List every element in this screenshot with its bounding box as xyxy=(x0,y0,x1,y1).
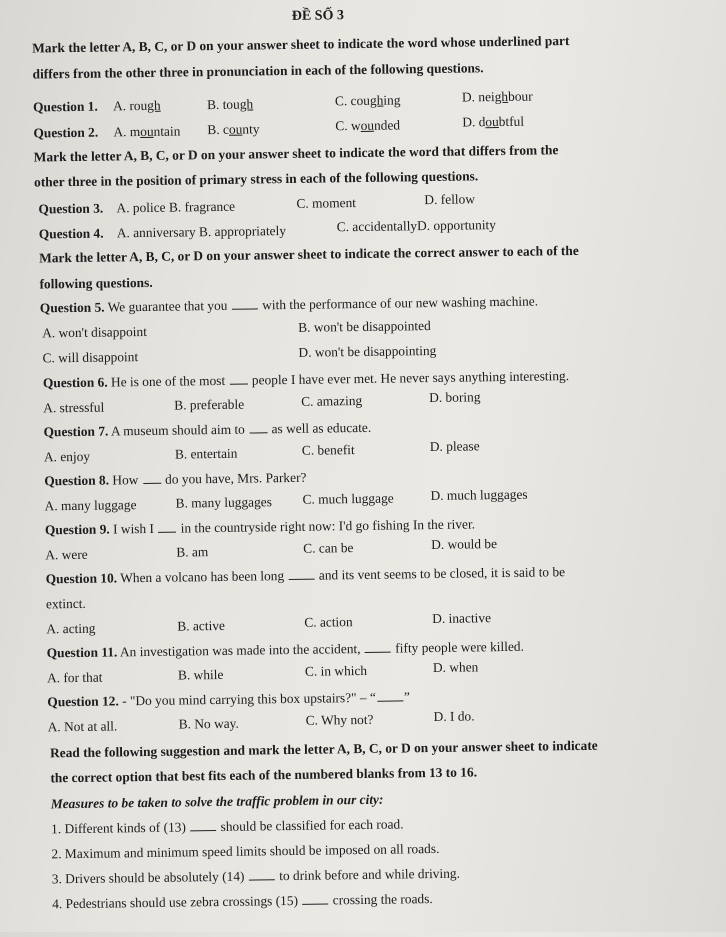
q12-option-d: D. I do. xyxy=(433,708,475,724)
q10-stem: Question 10. When a volcano has been long and its vent seems to be closed, it is said to be xyxy=(45,564,566,587)
q8-stem: Question 8. How do you have, Mrs. Parker? xyxy=(44,469,307,489)
q2-label: Question 2. xyxy=(33,124,99,141)
q3-option-c: C. moment xyxy=(296,195,357,211)
q7-stem: Question 7. A museum should aim to as well as educate. xyxy=(43,419,372,440)
q8-option-b: B. many luggages xyxy=(175,494,273,511)
q12-stem: Question 12. - "Do you mind carrying this box upstairs?" – “ ” xyxy=(47,689,410,710)
q2-option-a: A. mountain xyxy=(113,123,181,140)
q11-blank xyxy=(365,641,391,653)
q10-option-b: B. active xyxy=(177,617,225,634)
reading-heading: Measures to be taken to solve the traffic problem in our city: xyxy=(50,791,384,812)
q1-option-a: A. rough xyxy=(112,97,161,114)
reading-item-1: 1. Different kinds of (13) should be classified for each road. xyxy=(51,816,404,837)
q6-option-b: B. preferable xyxy=(174,396,245,413)
q8-blank xyxy=(143,472,161,484)
q5-option-c: C. will disappoint xyxy=(42,349,139,366)
reading-item-3: 3. Drivers should be absolutely (14) to drink before and while driving. xyxy=(51,865,460,887)
q9-option-b: B. am xyxy=(176,544,209,560)
q10-stem-continued: extinct. xyxy=(45,595,86,612)
q3-label: Question 3. xyxy=(38,200,104,217)
stress-instruction-line2: other three in the position of primary stress in each of the following questions. xyxy=(33,168,479,190)
q9-blank xyxy=(158,521,176,533)
q9-option-d: D. would be xyxy=(431,536,498,553)
exam-title: ĐỀ SỐ 3 xyxy=(291,8,345,24)
q6-option-a: A. stressful xyxy=(43,399,105,416)
q5-blank xyxy=(232,297,258,309)
q10-blank xyxy=(288,568,314,580)
q6-stem: Question 6. He is one of the most people I have ever met. He never says anything interesting. xyxy=(42,368,570,391)
q7-option-d: D. please xyxy=(429,438,480,455)
q5-option-b: B. won't be disappointed xyxy=(298,318,431,335)
q9-option-a: A. were xyxy=(45,546,88,563)
q9-option-c: C. can be xyxy=(303,540,354,556)
blank-14 xyxy=(249,868,275,880)
q12-blank xyxy=(377,689,403,701)
q10-option-c: C. action xyxy=(304,614,353,630)
reading-instruction-line2: the correct option that best fits each of the numbered blanks from 13 to 16. xyxy=(50,764,478,786)
correct-instruction-line2: following questions. xyxy=(39,274,153,292)
blank-13 xyxy=(190,819,216,831)
q8-option-c: C. much luggage xyxy=(302,490,394,507)
q1-option-d: D. neighbour xyxy=(461,88,533,105)
q12-option-a: A. Not at all. xyxy=(47,718,118,735)
q3-options-ab: A. police B. fragrance xyxy=(116,198,236,216)
q7-option-a: A. enjoy xyxy=(43,448,91,465)
q12-option-b: B. No way. xyxy=(178,715,239,732)
reading-item-2: 2. Maximum and minimum speed limits should be imposed on all roads. xyxy=(51,840,440,862)
q1-option-c: C. coughing xyxy=(334,92,401,109)
pronunciation-instruction-line1: Mark the letter A, B, C, or D on your answer sheet to indicate the word whose underlined part xyxy=(32,33,570,56)
stress-instruction-line1: Mark the letter A, B, C, or D on your answer sheet to indicate the word that differs from the xyxy=(33,142,559,165)
q4-label: Question 4. xyxy=(38,225,104,242)
reading-instruction-line1: Read the following suggestion and mark the letter A, B, C, or D on your answer sheet to indicate xyxy=(49,737,598,761)
q9-stem: Question 9. I wish I in the countryside right now: I'd go fishing In the river. xyxy=(44,516,476,538)
q7-blank xyxy=(249,421,267,433)
reading-item-4: 4. Pedestrians should use zebra crossings (15) crossing the roads. xyxy=(52,891,433,912)
pronunciation-instruction-line2: differs from the other three in pronunciation in each of the following questions. xyxy=(32,60,484,82)
q5-option-a: A. won't disappoint xyxy=(42,323,147,341)
correct-instruction-line1: Mark the letter A, B, C, or D on your answer sheet to indicate the correct answer to each of the xyxy=(39,242,579,266)
q10-option-a: A. acting xyxy=(46,620,96,637)
q4-options-cd: C. accidentallyD. opportunity xyxy=(336,217,497,235)
q5-option-d: D. won't be disappointing xyxy=(298,342,437,360)
q1-option-b: B. tough xyxy=(206,96,254,113)
q2-option-c: C. wounded xyxy=(335,117,401,134)
q1-label: Question 1. xyxy=(32,98,98,115)
q3-option-d: D. fellow xyxy=(424,191,476,208)
q8-option-a: A. many luggage xyxy=(44,497,137,514)
q11-stem: Question 11. An investigation was made into the accident, fifty people were killed. xyxy=(46,638,524,661)
q7-option-c: C. benefit xyxy=(301,442,355,458)
q8-option-d: D. much luggages xyxy=(430,486,528,504)
q6-option-c: C. amazing xyxy=(301,392,363,409)
q11-option-d: D. when xyxy=(432,659,479,676)
q5-stem: Question 5. We guarantee that you with the performance of our new washing machine. xyxy=(39,293,539,316)
blank-15 xyxy=(302,892,328,904)
q10-option-d: D. inactive xyxy=(432,610,492,627)
q11-option-b: B. while xyxy=(177,666,224,683)
q11-option-c: C. in which xyxy=(304,662,368,679)
q6-blank xyxy=(229,373,247,385)
q4-options-ab: A. anniversary B. appropriately xyxy=(116,223,287,241)
q7-option-b: B. entertain xyxy=(174,445,238,462)
q6-option-d: D. boring xyxy=(429,389,481,406)
q12-option-c: C. Why not? xyxy=(305,711,374,728)
q2-option-d: D. doubtful xyxy=(462,113,525,130)
q11-option-a: A. for that xyxy=(46,669,103,686)
q2-option-b: B. county xyxy=(207,121,260,138)
